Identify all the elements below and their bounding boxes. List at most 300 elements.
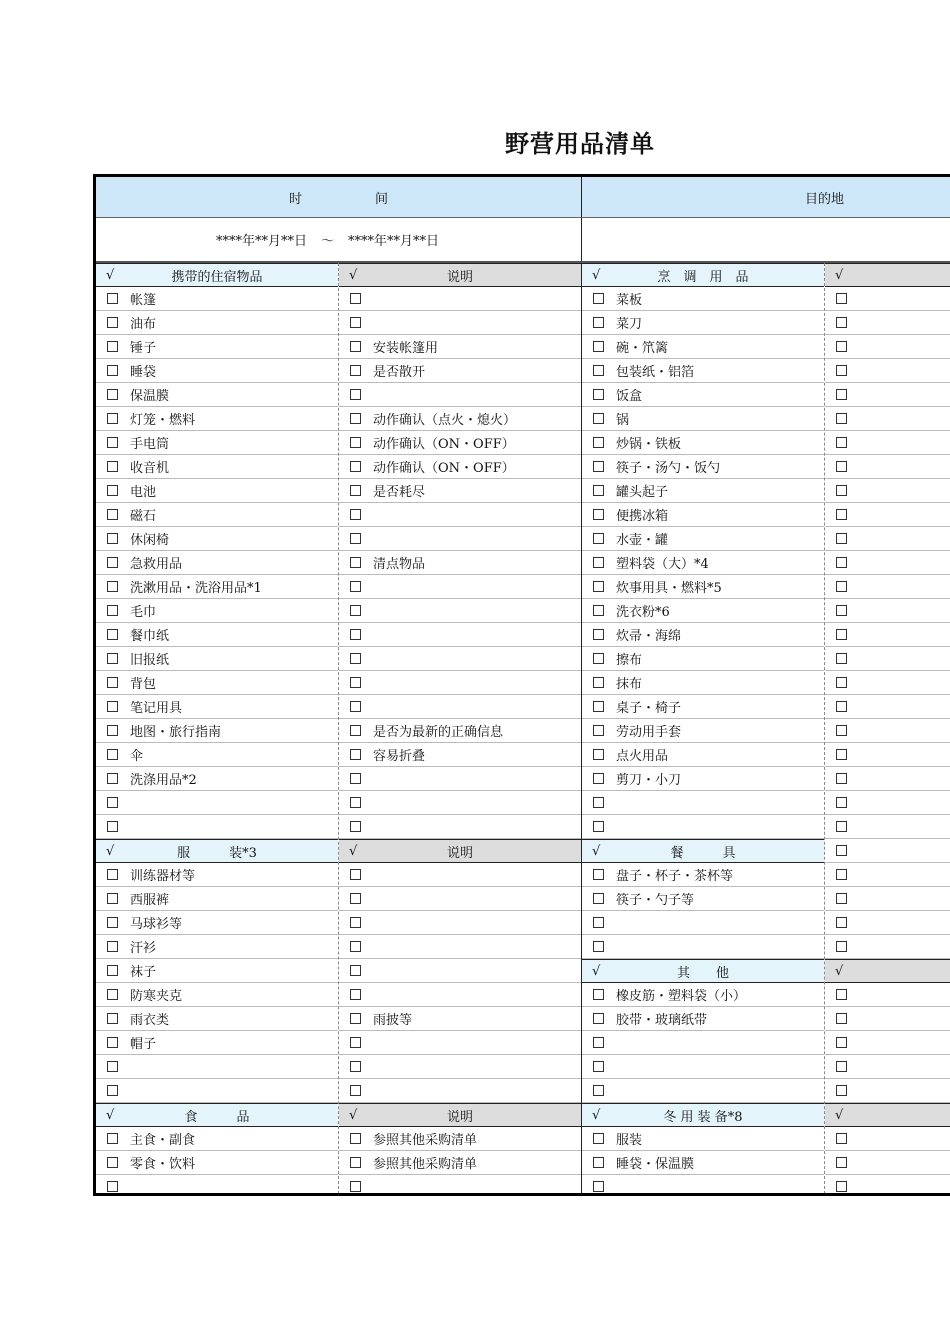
item-label: 旧报纸 xyxy=(130,653,170,668)
checkbox[interactable] xyxy=(107,461,118,472)
checkbox[interactable] xyxy=(107,485,118,496)
checkbox[interactable] xyxy=(107,1157,118,1168)
item-label: 盘子・杯子・茶杯等 xyxy=(616,869,734,884)
checklist-item xyxy=(825,671,950,695)
checkbox[interactable] xyxy=(593,941,604,952)
checklist-item xyxy=(96,359,338,383)
checkbox[interactable] xyxy=(593,797,604,808)
checkbox[interactable] xyxy=(836,677,847,688)
section-title: 其 他 xyxy=(676,965,729,981)
date-row xyxy=(96,218,950,263)
checkbox[interactable] xyxy=(107,293,118,304)
checkbox[interactable] xyxy=(593,509,604,520)
column-notes-right xyxy=(825,263,950,1196)
section-title: 说明 xyxy=(446,1109,473,1125)
checkbox[interactable] xyxy=(836,533,847,544)
checkbox[interactable] xyxy=(836,485,847,496)
checklist-columns xyxy=(96,263,950,1196)
checkbox[interactable] xyxy=(836,749,847,760)
checkbox[interactable] xyxy=(836,989,847,1000)
checkbox[interactable] xyxy=(350,821,361,832)
checkbox[interactable] xyxy=(593,1157,604,1168)
checkbox[interactable] xyxy=(350,989,361,1000)
check-mark-icon: √ xyxy=(592,843,601,859)
checklist-item xyxy=(339,1031,581,1055)
checklist-item xyxy=(825,503,950,527)
checkbox[interactable] xyxy=(350,485,361,496)
item-label: 背包 xyxy=(130,677,157,692)
checkbox[interactable] xyxy=(836,701,847,712)
checkbox[interactable] xyxy=(593,653,604,664)
section-header xyxy=(582,1103,824,1127)
checkbox[interactable] xyxy=(836,845,847,856)
checkbox[interactable] xyxy=(350,557,361,568)
checklist-item xyxy=(339,1151,581,1175)
destination-value[interactable] xyxy=(582,218,950,261)
checkbox[interactable] xyxy=(836,869,847,880)
checklist-item xyxy=(825,311,950,335)
item-label: 便携冰箱 xyxy=(616,509,669,524)
checklist-item xyxy=(339,551,581,575)
column-items-lodging xyxy=(96,263,339,1196)
checklist-item xyxy=(582,767,824,791)
checkbox[interactable] xyxy=(350,1181,361,1192)
checklist-item xyxy=(339,863,581,887)
item-label: 地图・旅行指南 xyxy=(130,725,222,740)
checkbox[interactable] xyxy=(593,1037,604,1048)
item-label: 是否散开 xyxy=(373,365,426,380)
checkbox[interactable] xyxy=(107,581,118,592)
checkbox[interactable] xyxy=(107,917,118,928)
check-mark-icon: √ xyxy=(592,267,601,283)
checklist-item xyxy=(96,647,338,671)
checklist-item xyxy=(825,1175,950,1196)
checkbox[interactable] xyxy=(350,941,361,952)
checklist-item xyxy=(339,911,581,935)
item-label: 汗衫 xyxy=(130,941,157,956)
checklist-item xyxy=(825,815,950,839)
checkbox[interactable] xyxy=(350,1133,361,1144)
checkbox[interactable] xyxy=(107,629,118,640)
checkbox[interactable] xyxy=(593,869,604,880)
section-header xyxy=(825,263,950,287)
checkbox[interactable] xyxy=(593,989,604,1000)
item-label: 训练器材等 xyxy=(130,869,196,884)
checkbox[interactable] xyxy=(107,437,118,448)
item-label: 灯笼・燃料 xyxy=(130,413,196,428)
checkbox[interactable] xyxy=(593,749,604,760)
checkbox[interactable] xyxy=(107,653,118,664)
checkbox[interactable] xyxy=(350,509,361,520)
checklist-item xyxy=(339,527,581,551)
checkbox[interactable] xyxy=(593,725,604,736)
item-label: 伞 xyxy=(130,749,144,764)
checklist-item xyxy=(96,983,338,1007)
date-to: ****年**月**日 xyxy=(348,234,440,249)
checklist-item xyxy=(339,647,581,671)
checklist-item xyxy=(96,911,338,935)
checklist-item xyxy=(339,743,581,767)
date-separator: ～ xyxy=(321,234,335,249)
checkbox[interactable] xyxy=(836,797,847,808)
checkbox[interactable] xyxy=(836,1133,847,1144)
checkbox[interactable] xyxy=(593,389,604,400)
checklist-item xyxy=(582,863,824,887)
checklist-item xyxy=(582,383,824,407)
checkbox[interactable] xyxy=(350,677,361,688)
checklist-item xyxy=(825,911,950,935)
checkbox[interactable] xyxy=(350,341,361,352)
checkbox[interactable] xyxy=(836,1157,847,1168)
checkbox[interactable] xyxy=(107,509,118,520)
checkbox[interactable] xyxy=(593,413,604,424)
checklist-item xyxy=(339,623,581,647)
checklist-item xyxy=(96,623,338,647)
item-label: 睡袋 xyxy=(130,365,157,380)
checklist-item xyxy=(825,527,950,551)
checklist-item xyxy=(339,887,581,911)
item-label: 安装帐篷用 xyxy=(373,341,439,356)
item-label: 是否为最新的正确信息 xyxy=(373,725,504,740)
checklist-item xyxy=(825,575,950,599)
checkbox[interactable] xyxy=(836,389,847,400)
checkbox[interactable] xyxy=(350,1013,361,1024)
column-items-cooking xyxy=(582,263,825,1196)
checkbox[interactable] xyxy=(350,581,361,592)
checkbox[interactable] xyxy=(593,533,604,544)
checkbox[interactable] xyxy=(593,341,604,352)
checklist-item xyxy=(96,383,338,407)
check-mark-icon: √ xyxy=(835,1107,844,1123)
checkbox[interactable] xyxy=(593,821,604,832)
checklist-item xyxy=(339,815,581,839)
checkbox[interactable] xyxy=(836,557,847,568)
checkbox[interactable] xyxy=(593,1133,604,1144)
checklist-item xyxy=(96,431,338,455)
item-label: 菜刀 xyxy=(616,317,643,332)
checkbox[interactable] xyxy=(350,461,361,472)
section-title: 冬 用 装 备*8 xyxy=(663,1109,743,1125)
checkbox[interactable] xyxy=(107,773,118,784)
checklist-item xyxy=(339,695,581,719)
checkbox[interactable] xyxy=(593,605,604,616)
item-label: 帽子 xyxy=(130,1037,157,1052)
checkbox[interactable] xyxy=(107,557,118,568)
checkbox[interactable] xyxy=(593,317,604,328)
item-label: 饭盒 xyxy=(616,389,643,404)
section-header xyxy=(339,1103,581,1127)
checkbox[interactable] xyxy=(350,293,361,304)
checkbox[interactable] xyxy=(350,365,361,376)
checkbox[interactable] xyxy=(107,413,118,424)
checklist-item xyxy=(825,887,950,911)
checkbox[interactable] xyxy=(836,1037,847,1048)
checkbox[interactable] xyxy=(350,1037,361,1048)
time-label-a: 时 xyxy=(289,191,303,207)
item-label: 动作确认（ON・OFF） xyxy=(373,461,515,476)
checkbox[interactable] xyxy=(107,965,118,976)
item-label: 锅 xyxy=(616,413,630,428)
checkbox[interactable] xyxy=(593,293,604,304)
checkbox[interactable] xyxy=(350,413,361,424)
checkbox[interactable] xyxy=(107,317,118,328)
checkbox[interactable] xyxy=(107,821,118,832)
checkbox[interactable] xyxy=(107,725,118,736)
checklist-item xyxy=(825,431,950,455)
section-header xyxy=(339,263,581,287)
checkbox[interactable] xyxy=(350,701,361,712)
checkbox[interactable] xyxy=(350,773,361,784)
checkbox[interactable] xyxy=(836,293,847,304)
check-mark-icon: √ xyxy=(835,963,844,979)
item-label: 袜子 xyxy=(130,965,157,980)
checklist-item xyxy=(825,695,950,719)
checklist-item xyxy=(582,527,824,551)
item-label: 零食・饮料 xyxy=(130,1157,196,1172)
section-title: 说明 xyxy=(446,845,473,861)
checkbox[interactable] xyxy=(836,317,847,328)
column-notes xyxy=(339,263,582,1196)
checkbox[interactable] xyxy=(107,1037,118,1048)
item-label: 保温膜 xyxy=(130,389,170,404)
item-label: 电池 xyxy=(130,485,157,500)
checkbox[interactable] xyxy=(350,1085,361,1096)
checklist-item xyxy=(825,791,950,815)
item-label: 参照其他采购清单 xyxy=(373,1157,478,1172)
checkbox[interactable] xyxy=(836,581,847,592)
checkbox[interactable] xyxy=(593,461,604,472)
item-label: 急救用品 xyxy=(130,557,183,572)
item-label: 手电筒 xyxy=(130,437,170,452)
item-label: 抹布 xyxy=(616,677,643,692)
checklist-item xyxy=(339,287,581,311)
checkbox[interactable] xyxy=(593,1181,604,1192)
checklist-item xyxy=(582,431,824,455)
checklist-item xyxy=(825,455,950,479)
checkbox[interactable] xyxy=(593,701,604,712)
time-label-b: 间 xyxy=(375,191,389,207)
item-label: 参照其他采购清单 xyxy=(373,1133,478,1148)
item-label: 桌子・椅子 xyxy=(616,701,682,716)
checklist-item xyxy=(825,335,950,359)
checklist-item xyxy=(582,1175,824,1196)
item-label: 雨衣类 xyxy=(130,1013,170,1028)
checkbox[interactable] xyxy=(593,1085,604,1096)
checklist-item xyxy=(96,503,338,527)
checkbox[interactable] xyxy=(107,341,118,352)
checkbox[interactable] xyxy=(836,1061,847,1072)
checkbox[interactable] xyxy=(593,365,604,376)
checklist-item xyxy=(96,863,338,887)
section-title: 烹 调 用 品 xyxy=(657,269,749,285)
checklist-item xyxy=(339,719,581,743)
checklist-item xyxy=(96,311,338,335)
checkbox[interactable] xyxy=(836,605,847,616)
checklist-item xyxy=(339,335,581,359)
checklist-item xyxy=(582,1127,824,1151)
checkbox[interactable] xyxy=(593,581,604,592)
checkbox[interactable] xyxy=(350,893,361,904)
checkbox[interactable] xyxy=(836,437,847,448)
checklist-item xyxy=(96,527,338,551)
checklist-sheet xyxy=(93,174,950,1196)
checkbox[interactable] xyxy=(836,1013,847,1024)
checkbox[interactable] xyxy=(593,437,604,448)
checkbox[interactable] xyxy=(350,749,361,760)
checkbox[interactable] xyxy=(593,893,604,904)
checklist-item xyxy=(825,479,950,503)
checklist-item xyxy=(825,1055,950,1079)
checkbox[interactable] xyxy=(593,629,604,640)
item-label: 筷子・勺子等 xyxy=(616,893,695,908)
checkbox[interactable] xyxy=(836,365,847,376)
checklist-item xyxy=(825,983,950,1007)
item-label: 剪刀・小刀 xyxy=(616,773,682,788)
checklist-item xyxy=(339,407,581,431)
checkbox[interactable] xyxy=(593,557,604,568)
checklist-item xyxy=(339,791,581,815)
checklist-item xyxy=(96,455,338,479)
checkbox[interactable] xyxy=(107,365,118,376)
checklist-item xyxy=(825,551,950,575)
item-label: 锤子 xyxy=(130,341,157,356)
checkbox[interactable] xyxy=(593,917,604,928)
checkbox[interactable] xyxy=(350,965,361,976)
checkbox[interactable] xyxy=(350,869,361,880)
checkbox[interactable] xyxy=(836,461,847,472)
checkbox[interactable] xyxy=(836,1085,847,1096)
checklist-item xyxy=(339,1007,581,1031)
item-label: 洗涤用品*2 xyxy=(130,773,197,788)
checkbox[interactable] xyxy=(350,629,361,640)
checklist-item xyxy=(339,767,581,791)
checklist-item xyxy=(825,1031,950,1055)
checkbox[interactable] xyxy=(836,1181,847,1192)
checklist-item xyxy=(825,647,950,671)
checkbox[interactable] xyxy=(350,605,361,616)
checklist-item xyxy=(825,1079,950,1103)
checkbox[interactable] xyxy=(350,317,361,328)
checklist-item xyxy=(582,287,824,311)
checklist-item xyxy=(339,1127,581,1151)
item-label: 服装 xyxy=(616,1133,643,1148)
checklist-item xyxy=(96,959,338,983)
checkbox[interactable] xyxy=(836,725,847,736)
checkbox[interactable] xyxy=(350,533,361,544)
checkbox[interactable] xyxy=(107,1181,118,1192)
checklist-item xyxy=(582,743,824,767)
checkbox[interactable] xyxy=(350,389,361,400)
checkbox[interactable] xyxy=(593,677,604,688)
checkbox[interactable] xyxy=(836,821,847,832)
checkbox[interactable] xyxy=(107,941,118,952)
checkbox[interactable] xyxy=(107,1085,118,1096)
item-label: 劳动用手套 xyxy=(616,725,682,740)
checkbox[interactable] xyxy=(107,389,118,400)
checklist-item xyxy=(96,1127,338,1151)
checklist-item xyxy=(825,767,950,791)
checkbox[interactable] xyxy=(350,1061,361,1072)
checkbox[interactable] xyxy=(107,797,118,808)
checkbox[interactable] xyxy=(836,509,847,520)
checklist-item xyxy=(825,407,950,431)
checkbox[interactable] xyxy=(107,893,118,904)
checklist-item xyxy=(825,839,950,863)
checklist-item xyxy=(825,287,950,311)
time-header xyxy=(96,177,582,218)
checklist-item xyxy=(96,1079,338,1103)
checkbox[interactable] xyxy=(107,1061,118,1072)
checklist-item xyxy=(96,599,338,623)
item-label: 雨披等 xyxy=(373,1013,413,1028)
item-label: 动作确认（点火・熄火） xyxy=(373,413,517,428)
checkbox[interactable] xyxy=(107,749,118,760)
checkbox[interactable] xyxy=(350,797,361,808)
section-header xyxy=(96,263,338,287)
check-mark-icon: √ xyxy=(592,1107,601,1123)
checkbox[interactable] xyxy=(836,413,847,424)
checkbox[interactable] xyxy=(836,917,847,928)
checkbox[interactable] xyxy=(350,725,361,736)
checklist-item xyxy=(825,599,950,623)
checkbox[interactable] xyxy=(836,893,847,904)
item-label: 磁石 xyxy=(130,509,157,524)
checklist-item xyxy=(339,671,581,695)
checkbox[interactable] xyxy=(107,677,118,688)
date-range xyxy=(96,218,582,261)
checkbox[interactable] xyxy=(836,341,847,352)
checkbox[interactable] xyxy=(593,1013,604,1024)
checklist-item xyxy=(582,623,824,647)
checkbox[interactable] xyxy=(350,653,361,664)
checkbox[interactable] xyxy=(107,989,118,1000)
checklist-item xyxy=(339,983,581,1007)
checkbox[interactable] xyxy=(107,533,118,544)
checkbox[interactable] xyxy=(107,701,118,712)
checklist-item xyxy=(96,335,338,359)
checklist-item xyxy=(339,359,581,383)
checkbox[interactable] xyxy=(593,485,604,496)
checklist-item xyxy=(339,1055,581,1079)
checkbox[interactable] xyxy=(836,941,847,952)
checkbox[interactable] xyxy=(593,773,604,784)
checkbox[interactable] xyxy=(350,437,361,448)
checkbox[interactable] xyxy=(350,1157,361,1168)
checklist-item xyxy=(582,791,824,815)
section-header xyxy=(582,839,824,863)
checkbox[interactable] xyxy=(836,653,847,664)
checkbox[interactable] xyxy=(107,1013,118,1024)
item-label: 炊帚・海绵 xyxy=(616,629,682,644)
checkbox[interactable] xyxy=(107,869,118,880)
check-mark-icon: √ xyxy=(106,267,115,283)
item-label: 帐篷 xyxy=(130,293,157,308)
checkbox[interactable] xyxy=(107,1133,118,1144)
date-from: ****年**月**日 xyxy=(216,234,308,249)
checklist-item xyxy=(825,1151,950,1175)
checklist-item xyxy=(582,575,824,599)
checkbox[interactable] xyxy=(350,917,361,928)
checkbox[interactable] xyxy=(836,629,847,640)
checklist-item xyxy=(582,311,824,335)
checklist-item xyxy=(825,623,950,647)
checkbox[interactable] xyxy=(836,773,847,784)
checklist-item xyxy=(96,791,338,815)
checkbox[interactable] xyxy=(593,1061,604,1072)
item-label: 水壶・罐 xyxy=(616,533,669,548)
checkbox[interactable] xyxy=(107,605,118,616)
checklist-item xyxy=(582,719,824,743)
